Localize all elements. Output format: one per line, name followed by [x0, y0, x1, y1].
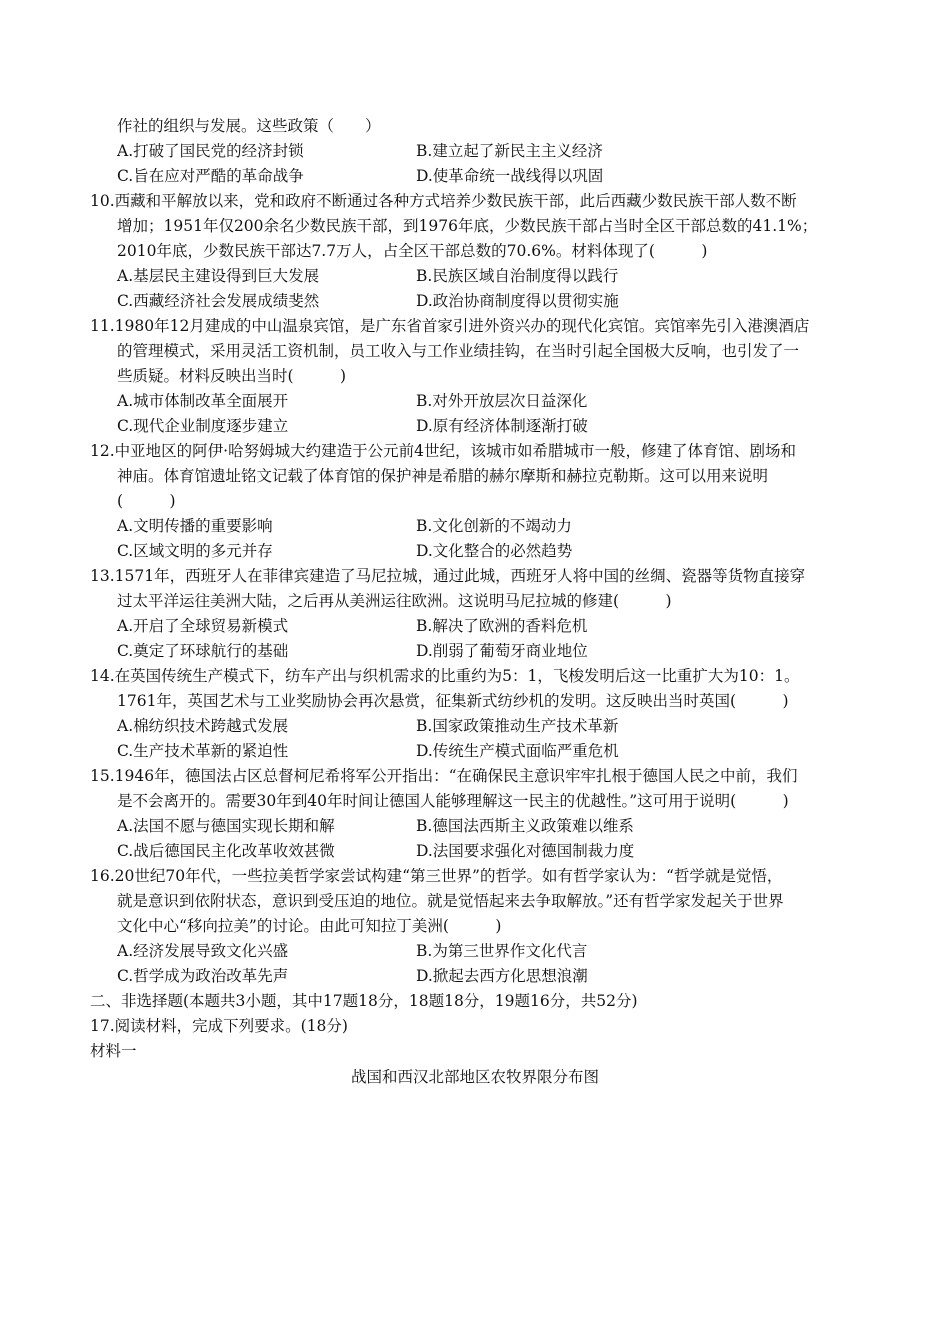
q15-stem-line2: 是不会离开的。需要30年到40年时间让德国人能够理解这一民主的优越性。”这可用于说明( )	[117, 792, 789, 810]
q15-option-a: A.法国不愿与德国实现长期和解	[117, 817, 335, 835]
q10-stem-line2: 增加；1951年仅200余名少数民族干部，到1976年底，少数民族干部占当时全区干部总数的41.1%；	[117, 217, 818, 235]
q16-stem-line3: 文化中心“移向拉美”的讨论。由此可知拉丁美洲( )	[117, 917, 502, 935]
q13-stem-line2: 过太平洋运往美洲大陆，之后再从美洲运往欧洲。这说明马尼拉城的修建( )	[117, 592, 672, 610]
q12-option-a: A.文明传播的重要影响	[117, 517, 273, 535]
q15-stem-line1: 15.1946年，德国法占区总督柯尼希将军公开指出：“在确保民主意识牢牢扎根于德国人民之中前，我们	[90, 767, 798, 785]
q13-option-a: A.开启了全球贸易新模式	[117, 617, 289, 635]
q10-option-b: B.民族区域自治制度得以践行	[416, 267, 619, 285]
q16-stem-line1: 16.20世纪70年代，一些拉美哲学家尝试构建“第三世界”的哲学。如有哲学家认为：“哲学就是觉悟，	[90, 867, 783, 885]
q9-option-a: A.打破了国民党的经济封锁	[117, 142, 304, 160]
q13-option-c: C.奠定了环球航行的基础	[117, 642, 289, 660]
q12-stem-line2: 神庙。体育馆遗址铭文记载了体育馆的保护神是希腊的赫尔摩斯和赫拉克勒斯。这可以用来说明	[117, 467, 769, 485]
q10-stem-line1: 10.西藏和平解放以来，党和政府不断通过各种方式培养少数民族干部，此后西藏少数民族干部人数不断	[90, 192, 797, 210]
q16-stem-line2: 就是意识到依附状态，意识到受压迫的地位。就是觉悟起来去争取解放。”还有哲学家发起关于世界	[117, 892, 784, 910]
q14-stem-line1: 14.在英国传统生产模式下，纺车产出与织机需求的比重约为5：1，飞梭发明后这一比重扩大为10：1。	[90, 667, 800, 685]
material-label: 材料一	[90, 1042, 137, 1060]
q14-stem-line2: 1761年，英国艺术与工业奖励协会再次悬赏，征集新式纺纱机的发明。这反映出当时英国( )	[117, 692, 789, 710]
q12-option-d: D.文化整合的必然趋势	[416, 542, 573, 560]
q10-option-c: C.西藏经济社会发展成绩斐然	[117, 292, 320, 310]
q11-option-d: D.原有经济体制逐渐打破	[416, 417, 588, 435]
q14-option-a: A.棉纺织技术跨越式发展	[117, 717, 289, 735]
q14-option-d: D.传统生产模式面临严重危机	[416, 742, 619, 760]
figure-title: 战国和西汉北部地区农牧界限分布图	[350, 1068, 599, 1086]
q12-option-b: B.文化创新的不竭动力	[416, 517, 572, 535]
q11-option-a: A.城市体制改革全面展开	[117, 392, 289, 410]
q12-stem-line1: 12.中亚地区的阿伊·哈努姆城大约建造于公元前4世纪，该城市如希腊城市一般，修建了体育馆、剧场和	[90, 442, 796, 460]
q15-option-b: B.德国法西斯主义政策难以维系	[416, 817, 634, 835]
q16-option-c: C.哲学成为政治改革先声	[117, 967, 289, 985]
q11-option-c: C.现代企业制度逐步建立	[117, 417, 289, 435]
q9-option-d: D.使革命统一战线得以巩固	[416, 167, 604, 185]
q13-option-b: B.解决了欧洲的香料危机	[416, 617, 588, 635]
section-heading: 二、非选择题(本题共3小题，其中17题18分，18题18分，19题16分，共52分)	[90, 992, 638, 1010]
q13-stem-line1: 13.1571年，西班牙人在菲律宾建造了马尼拉城，通过此城，西班牙人将中国的丝绸、瓷器等货物直接穿	[90, 567, 806, 585]
q11-stem-line2: 的管理模式，采用灵活工资机制，员工收入与工作业绩挂钩，在当时引起全国极大反响，也引发了一	[117, 342, 800, 360]
q15-option-d: D.法国要求强化对德国制裁力度	[416, 842, 635, 860]
q9-stem: 作社的组织与发展。这些政策（ ）	[117, 117, 381, 135]
q10-stem-line3: 2010年底，少数民族干部达7.7万人，占全区干部总数的70.6%。材料体现了( )	[117, 242, 708, 260]
q10-option-a: A.基层民主建设得到巨大发展	[117, 267, 320, 285]
q15-option-c: C.战后德国民主化改革收效甚微	[117, 842, 335, 860]
q16-option-b: B.为第三世界作文化代言	[416, 942, 588, 960]
q13-option-d: D.削弱了葡萄牙商业地位	[416, 642, 588, 660]
q11-option-b: B.对外开放层次日益深化	[416, 392, 588, 410]
q14-option-b: B.国家政策推动生产技术革新	[416, 717, 619, 735]
q12-option-c: C.区域文明的多元并存	[117, 542, 273, 560]
q11-stem-line3: 些质疑。材料反映出当时( )	[117, 367, 347, 385]
q16-option-a: A.经济发展导致文化兴盛	[117, 942, 289, 960]
q16-option-d: D.掀起去西方化思想浪潮	[416, 967, 588, 985]
q9-option-b: B.建立起了新民主主义经济	[416, 142, 603, 160]
q10-option-d: D.政治协商制度得以贯彻实施	[416, 292, 619, 310]
q17-stem: 17.阅读材料，完成下列要求。(18分)	[90, 1017, 348, 1035]
q9-option-c: C.旨在应对严酷的革命战争	[117, 167, 304, 185]
q12-stem-line3: ( )	[117, 492, 176, 510]
q11-stem-line1: 11.1980年12月建成的中山温泉宾馆，是广东省首家引进外资兴办的现代化宾馆。宾馆率先引入港澳酒店	[90, 317, 810, 335]
q14-option-c: C.生产技术革新的紧迫性	[117, 742, 289, 760]
